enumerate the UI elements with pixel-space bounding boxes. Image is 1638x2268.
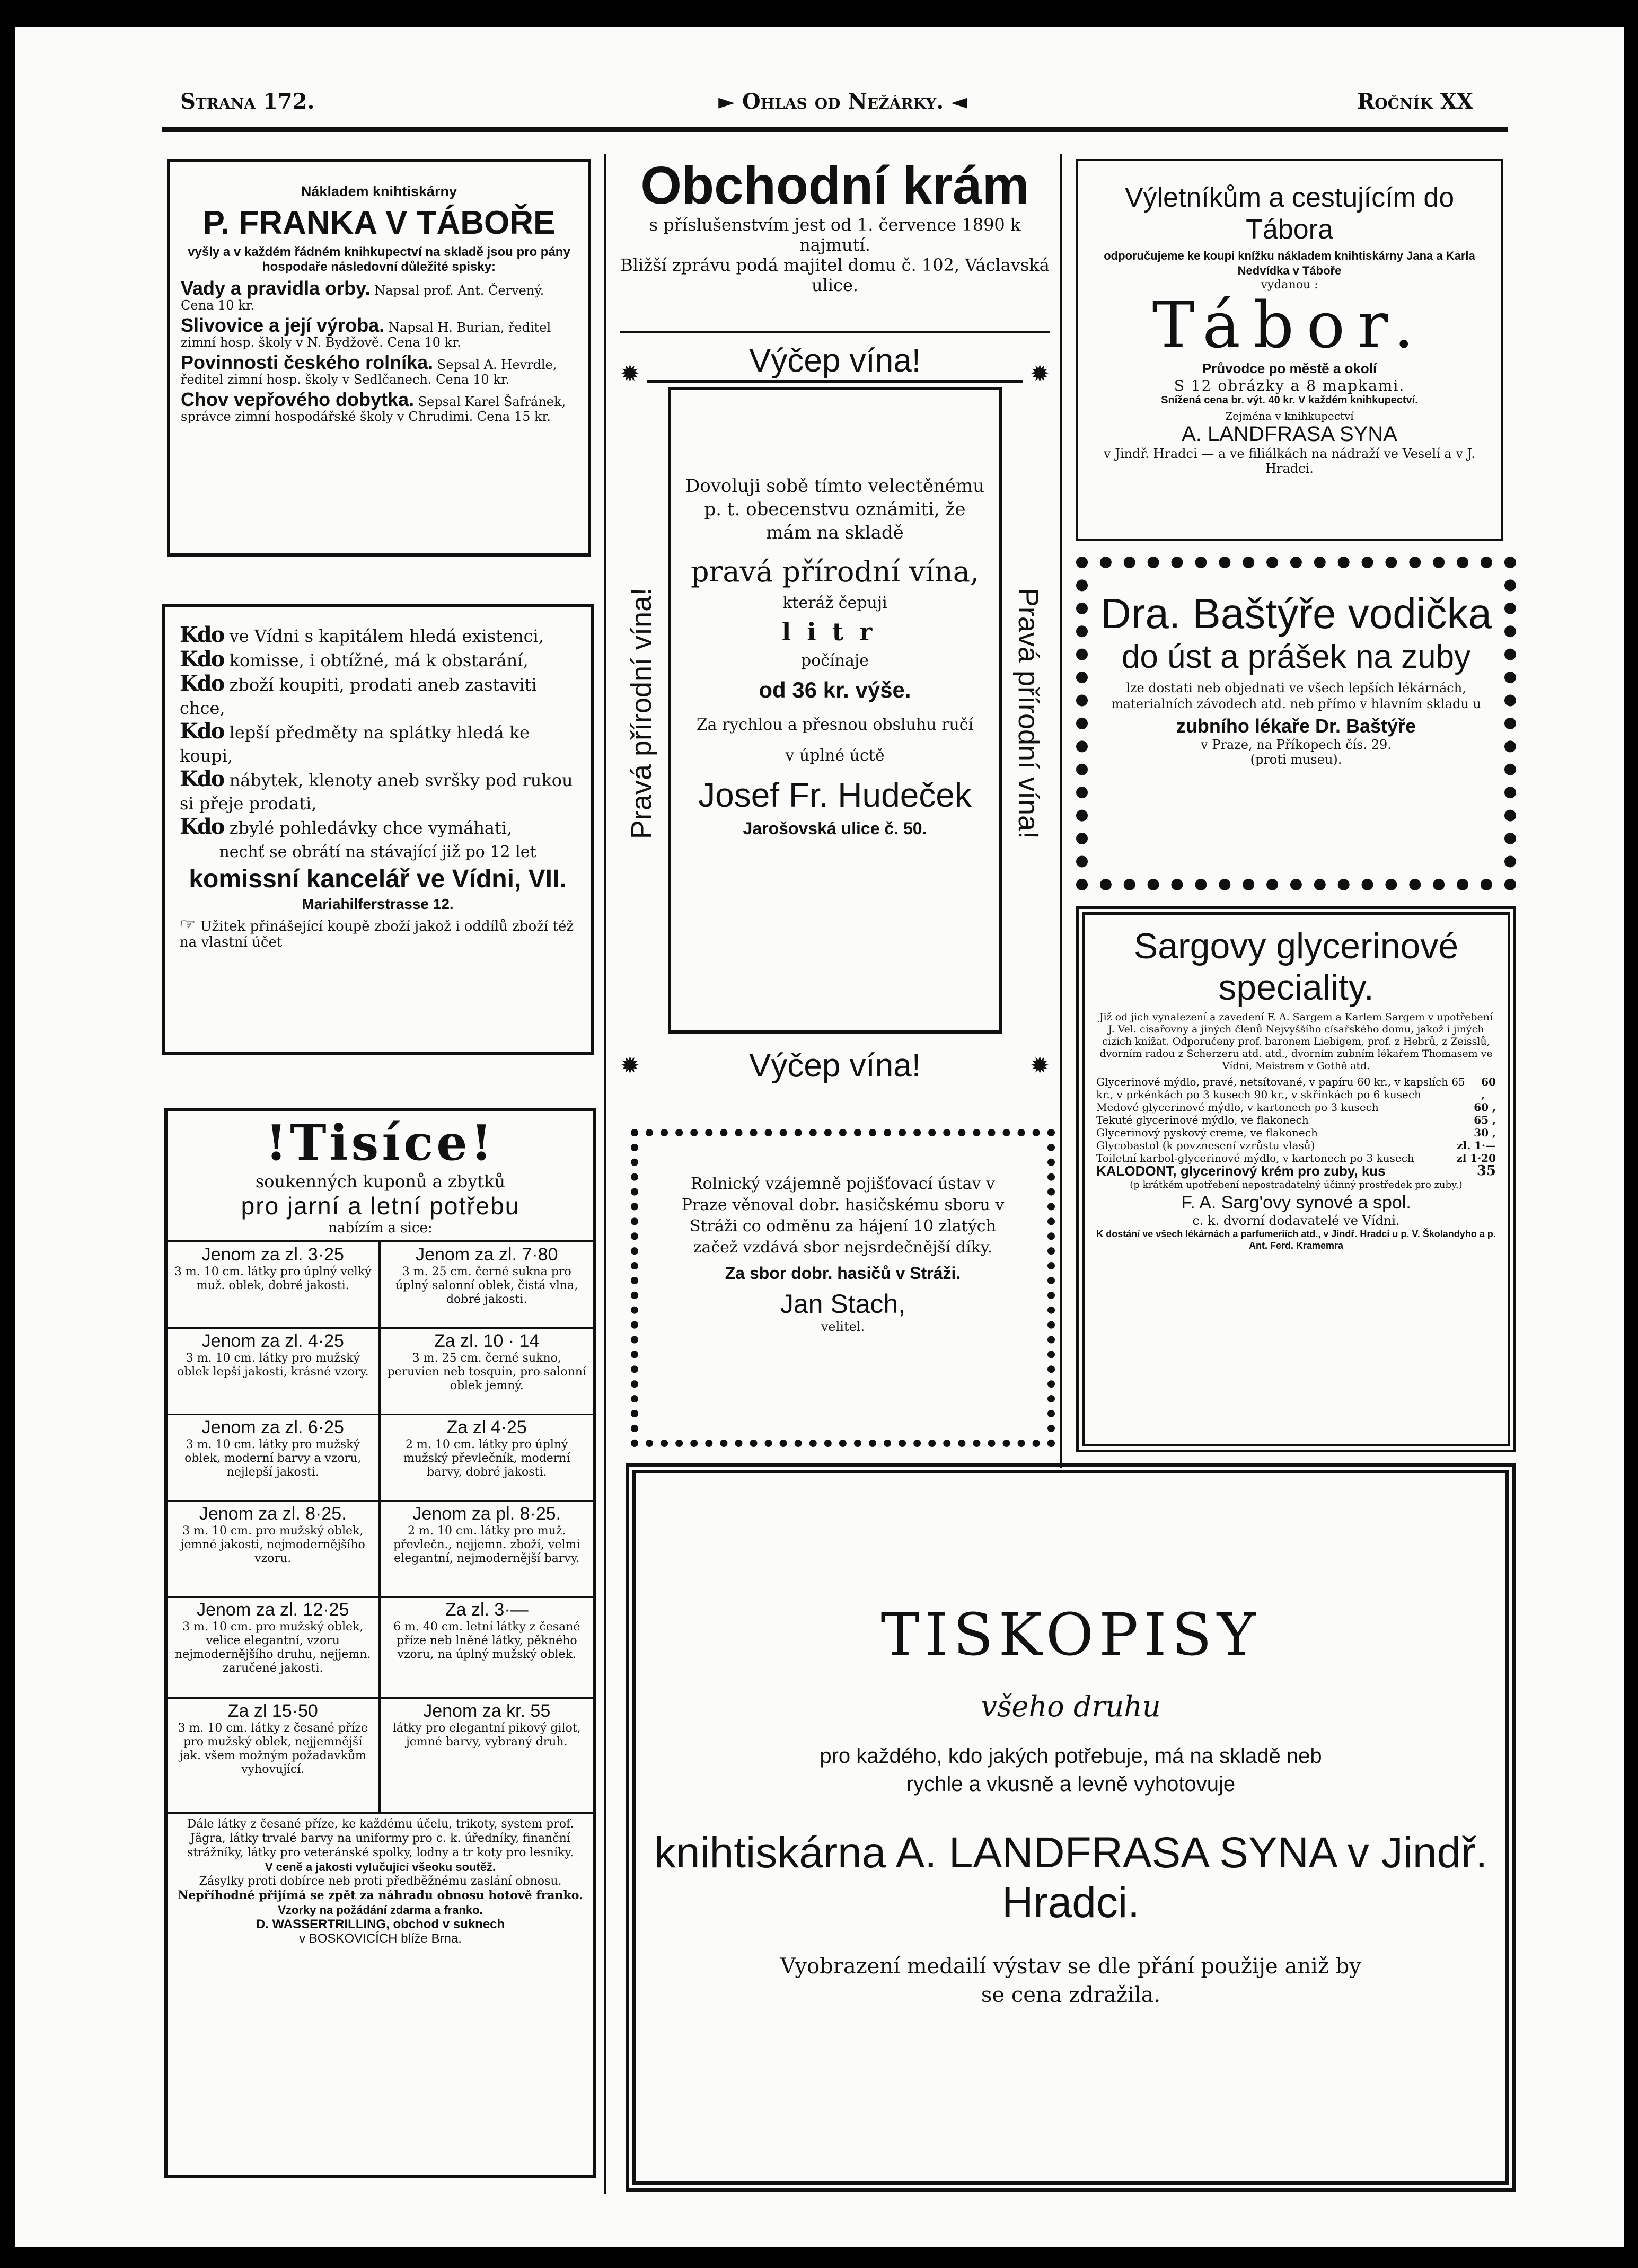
tisice-line1: soukenných kuponů a zbytků (255, 1171, 506, 1192)
offer-desc: 3 m. 10 cm. pro mužský oblek, velice elegantní, vzoru nejmodernějšího druhu, nejjemn. zaručené jakosti. (175, 1620, 371, 1675)
offer-price: Za zl 15·50 (227, 1701, 318, 1721)
tabor-sub4: Zejména v knihkupectví (1225, 410, 1354, 422)
offer-cell (168, 1242, 378, 1329)
sarg-item-price: 60 , (1481, 1075, 1496, 1101)
kdo-word: Kdo (180, 622, 224, 647)
offer-price: Za zl 4·25 (446, 1417, 527, 1437)
offer-cell (381, 1415, 594, 1502)
sarg-item (1096, 1114, 1496, 1126)
kdo-note: Užitek přinášející koupě zboží jakož i oddílů zboží též na vlastní účet (180, 919, 574, 950)
offer-desc: 6 m. 40 cm. letní látky z česané příze neb lněné látky, pěkného vzoru, na úplný mužský oblek. (393, 1620, 580, 1661)
kdo-line (180, 648, 576, 672)
offer-cell (381, 1502, 594, 1598)
column-rule (604, 154, 606, 2194)
tisice-footer-line: V ceně a jakosti vylučující všeoku soutěž. (265, 1860, 496, 1874)
kdo-text: komisse, i obtížné, má k obstarání, (229, 650, 529, 670)
sarg-item-text: Medové glycerinové mýdlo, v kartonech po 3 kusech (1096, 1101, 1379, 1114)
tisice-grid (168, 1240, 593, 1812)
kdo-line (180, 815, 576, 840)
tiskopisy-line1: pro každého, kdo jakých potřebuje, má na skladě neb (820, 1744, 1322, 1768)
sarg-note: (p krátkém upotřebení nepostradatelný účinný prostředek pro zuby.) (1130, 1179, 1463, 1190)
franek-book (181, 314, 577, 350)
sarg-item (1096, 1126, 1496, 1139)
franek-book (181, 351, 577, 387)
kdo-word: Kdo (180, 647, 224, 672)
sarg-items (1085, 1075, 1508, 1177)
kdo-line (180, 672, 576, 720)
sarg-item-text: Tekuté glycerinové mýdlo, ve flakonech (1096, 1114, 1309, 1126)
vycep-name: Josef Fr. Hudeček (698, 776, 972, 814)
tisice-footer (168, 1812, 593, 1949)
offer-cell (168, 1502, 378, 1598)
franek-intro: vyšly a v každém řádném knihkupectví na skladě jsou pro pány hospodaře následovní důležité spisky: (188, 245, 570, 274)
bastyr-note: (proti museu). (1250, 752, 1342, 767)
franek-book (181, 389, 577, 424)
offer-desc: 3 m. 10 cm. látky pro úplný velký muž. oblek, dobré jakosti. (174, 1265, 372, 1292)
sarg-item-text: Toiletní karbol-glycerinové mýdlo, v kartonech po 3 kusech (1096, 1152, 1414, 1164)
rolnicky-text: Rolnický vzájemně pojišťovací ústav v Praze věnoval dobr. hasičskému sboru v Stráži co odměnu za hájení 10 zlatých začež vzdává sbor nejsrdečnější díky. (681, 1175, 1005, 1257)
offer-desc: 2 m. 10 cm. látky pro muž. převlečn., nejjemn. zboží, velmi elegantní, nejmodernější barvy. (393, 1524, 580, 1565)
vycep-regards: v úplné úctě (785, 746, 885, 765)
offer-desc: 3 m. 10 cm. látky pro mužský oblek, moderní barvy a vzoru, nejlepší jakosti. (184, 1438, 362, 1479)
tisice-footer-line: Zásylky proti dobírce neb proti předběžnému zaslání obnosu. (199, 1875, 562, 1888)
tiskopisy-foot2: se cena zdražila. (981, 1983, 1161, 2007)
offer-cell (168, 1415, 378, 1502)
book-title: Povinnosti českého rolníka. (181, 351, 434, 373)
tabor-sub1: Průvodce po městě a okolí (1202, 360, 1377, 376)
kdo-line (180, 767, 576, 815)
bastyr-text: lze dostati neb objednati ve všech lepších lékárnách, materialních závodech atd. neb přímo v hlavním skladu u (1111, 681, 1481, 711)
rosette-icon: ✹ (620, 360, 640, 387)
rolnicky-name: Jan Stach, (780, 1289, 906, 1319)
tisice-title: !Tisíce! (265, 1114, 496, 1171)
vycep-big: pravá přírodní vína, (690, 555, 980, 588)
vycep-banner-bottom: Výčep vína! (749, 1047, 921, 1084)
offer-price: Jenom za pl. 8·25. (412, 1504, 561, 1524)
sarg-intro: Již od jich vynalezení a zavedení F. A. Sargem a Karlem Sargem v upotřebení J. Vel. císařovny a jiných členů Nejvyššího císařského domu, jakož i jiných cizích knížat. Odporučeny prof. baronem Liebigem, prof. z Hebrů, z Zeisslů, dvorním radou z Scherzeru atd. atd., dvorním zubním lékařem Thomasem ve Vídni, Meistrem v Gothě atd. (1099, 1011, 1493, 1072)
sarg-court: c. k. dvorní dodavatelé ve Vídni. (1192, 1213, 1400, 1228)
masthead-text: Ohlas od Nežárky. (742, 89, 944, 114)
sarg-item (1096, 1101, 1496, 1114)
kdo-tail: nechť se obrátí na stávající již po 12 let (219, 843, 536, 861)
sarg-item (1096, 1139, 1496, 1152)
tiskopisy-line2: rychle a vkusně a levně vyhotovuje (906, 1772, 1236, 1796)
ad-tiskopisy-box (626, 1463, 1516, 2192)
sarg-item-price: zl. 1·— (1457, 1139, 1496, 1152)
sarg-item-price: 60 , (1474, 1101, 1496, 1114)
ad-tabor-box (1076, 159, 1503, 541)
kdo-line (180, 623, 576, 648)
masthead-title: ► Ohlas od Nežárky. ◄ (718, 89, 967, 114)
offer-cell (168, 1329, 378, 1415)
sarg-item-text: KALODONT, glycerinový krém pro zuby, kus (1096, 1163, 1386, 1179)
obchod-line1: s příslušenstvím jest od 1. července 1890 k najmutí. (649, 215, 1021, 255)
franek-book (181, 277, 577, 313)
vycep-which: kteráž čepuji (782, 594, 887, 612)
sarg-item-price: zl 1·20 (1456, 1152, 1496, 1164)
tabor-sub3: Snížená cena br. výt. 40 kr. V každém knihkupectví. (1161, 394, 1418, 406)
tisice-footer-line: Dále látky z česané příze, ke každému účelu, trikoty, system prof. Jägra, látky trvalé barvy na uniformy pro c. k. úředníky, finanční strážníky, látky pro veteránské spolky, lodny a tr koty pro lesníky. (187, 1817, 574, 1859)
sarg-item-price: 35 (1476, 1163, 1496, 1179)
franek-name: P. FRANKA V TÁBOŘE (202, 205, 556, 241)
offer-cell (168, 1598, 378, 1699)
tiskopisy-title: TISKOPISY (880, 1601, 1261, 1669)
ad-tisice-box (164, 1108, 596, 2178)
kdo-line (180, 720, 576, 767)
tisice-line3: nabízím a sice: (328, 1220, 433, 1236)
tabor-firm: A. LANDFRASA SYNA (1182, 422, 1397, 446)
kdo-text: lepší předměty na splátky hledá ke koupi, (180, 722, 530, 766)
offer-desc: 2 m. 10 cm. látky pro úplný mužský převlečník, moderní barvy, dobré jakosti. (403, 1438, 570, 1479)
offer-price: Jenom za zl. 3·25 (201, 1245, 344, 1265)
bastyr-title2: do úst a prášek na zuby (1121, 639, 1471, 675)
kdo-word: Kdo (180, 766, 224, 791)
sarg-item-text: Glycerinové mýdlo, pravé, netsítované, v papíru 60 kr., v kapslích 65 kr., v prkénkách po 3 kusech 90 kr., v skřínkách po 6 kusech (1096, 1075, 1465, 1101)
offer-price: Jenom za zl. 4·25 (201, 1331, 344, 1351)
tabor-sub2: S 12 obrázky a 8 mapkami. (1174, 377, 1405, 394)
kdo-text: nábytek, klenoty aneb svršky pod rukou si přeje prodati, (180, 770, 573, 814)
rolnicky-role: velitel. (821, 1319, 865, 1334)
tisice-firm: D. WASSERTRILLING, obchod v suknech (256, 1917, 505, 1931)
tisice-col-left (168, 1242, 381, 1812)
offer-cell (381, 1242, 594, 1329)
offer-desc: 3 m. 10 cm. látky pro mužský oblek lepší jakosti, krásné vzory. (177, 1352, 369, 1379)
ad-sarg-box (1076, 906, 1516, 1452)
offer-desc: 3 m. 25 cm. černé sukno, peruvien neb tosquin, pro salonní oblek jemný. (387, 1352, 586, 1392)
rolnicky-sign: Za sbor dobr. hasičů v Stráži. (725, 1264, 961, 1283)
ad-kdo-box (162, 604, 594, 1055)
vycep-side-right: Pravá přírodní vína! (1012, 587, 1044, 840)
ad-vycep (615, 342, 1055, 1121)
kdo-text: zboží koupiti, prodati aneb zastaviti chce, (180, 675, 537, 718)
tabor-line2: vydanou : (1261, 278, 1318, 292)
kdo-word: Kdo (180, 814, 224, 839)
offer-price: Jenom za zl. 6·25 (201, 1417, 344, 1437)
kdo-street: Mariahilferstrasse 12. (302, 896, 454, 912)
bastyr-title1: Dra. Baštýře vodička (1100, 590, 1492, 637)
franek-publisher: Nákladem knihtiskárny (301, 183, 457, 199)
offer-price: Za zl. 3·— (445, 1600, 529, 1620)
tabor-place: v Jindř. Hradci — a ve filiálkách na nádraží ve Veselí a v J. Hradci. (1104, 446, 1475, 476)
kdo-word: Kdo (180, 719, 224, 744)
offer-price: Jenom za zl. 8·25. (199, 1504, 347, 1524)
obchod-line2: Bližší zprávu podá majitel domu č. 102, Václavská ulice. (620, 255, 1050, 295)
book-desc: Sepsal A. Hevrdle, ředitel zimní hosp. školy v Sedlčanech. Cena 10 kr. (181, 357, 557, 387)
sarg-item (1096, 1075, 1496, 1101)
tisice-col-right (381, 1242, 594, 1812)
tiskopisy-sub: všeho druhu (981, 1690, 1161, 1723)
vycep-intro: Dovoluji sobě tímto velectěnému p. t. obecenstvu oznámiti, že mám na skladě (685, 475, 985, 543)
vycep-service: Za rychlou a přesnou obsluhu ručí (696, 716, 974, 734)
offer-desc: 3 m. 25 cm. černé sukna pro úplný salonní oblek, čistá vlna, dobré jakosti. (395, 1265, 578, 1306)
obchod-title: Obchodní krám (640, 156, 1029, 215)
offer-price: Jenom za zl. 12·25 (197, 1600, 349, 1620)
pointing-hand-icon: ☞ (180, 914, 196, 936)
tabor-line1: odporučujeme ke koupi knížku nákladem knihtiskárny Jana a Karla Nedvídka v Táboře (1104, 249, 1475, 277)
offer-cell (381, 1329, 594, 1415)
tiskopisy-foot1: Vyobrazení medailí výstav se dle přání použije aniž by (780, 1954, 1361, 1979)
book-title: Slivovice a její výroba. (181, 314, 385, 336)
kdo-text: ve Vídni s kapitálem hledá existenci, (229, 626, 544, 646)
book-title: Vady a pravidla orby. (181, 277, 371, 299)
rosette-icon: ✹ (620, 1052, 640, 1079)
vycep-unit: litr (781, 617, 888, 646)
ad-obchod (615, 156, 1055, 295)
offer-desc: 3 m. 10 cm. látky z česané příze pro mužský oblek, nejjemnější jak. všem možným požadavkům vyhovující. (178, 1722, 368, 1776)
offer-price: Za zl. 10 · 14 (434, 1331, 540, 1351)
kdo-office: komissní kancelář ve Vídni, VII. (189, 865, 567, 893)
offer-price: Jenom za zl. 7·80 (416, 1245, 558, 1265)
vycep-from: počínaje (801, 651, 869, 670)
bastyr-addr: v Praze, na Příkopech čís. 29. (1201, 737, 1392, 752)
sarg-where: K dostání ve všech lékárnách a parfumeriích atd., v Jindř. Hradci u p. V. Školandyho a p. Ant. Ferd. Kramemra (1096, 1229, 1496, 1251)
sarg-item-text: Glycobastol (k povznesení vzrůstu vlasů) (1096, 1139, 1315, 1152)
vycep-addr: Jarošovská ulice č. 50. (743, 819, 927, 838)
ad-rolnicky-box (631, 1129, 1055, 1447)
ad-franek-box (167, 159, 591, 557)
offer-desc: 3 m. 10 cm. pro mužský oblek, jemné jakosti, nejmodernějšího vzoru. (180, 1524, 365, 1565)
sarg-item-price: 30 , (1474, 1126, 1496, 1139)
vycep-side-left: Pravá přírodní vína! (626, 587, 657, 840)
offer-price: Jenom za kr. 55 (423, 1701, 551, 1721)
book-desc: Sepsal Karel Šafránek, správce zimní hospodářské školy v Chrudimi. Cena 15 kr. (181, 394, 566, 424)
tisice-footer-line: Nepříhodné přijímá se zpět za náhradu obnosu hotově franko. (178, 1888, 583, 1902)
tisice-line2: pro jarní a letní potřebu (241, 1192, 520, 1220)
ad-bastyr-box (1076, 557, 1516, 890)
offer-desc: látky pro elegantní pikový gilot, jemné barvy, vybraný druh. (392, 1722, 581, 1749)
offer-cell (381, 1699, 594, 1812)
offer-cell (381, 1598, 594, 1699)
tabor-title: Výletníkům a cestujícím do Tábora (1124, 182, 1455, 245)
column-rule (1060, 154, 1062, 1468)
offer-cell (168, 1699, 378, 1812)
book-desc: Napsal prof. Ant. Červený. Cena 10 kr. (181, 283, 544, 313)
kdo-text: zbylé pohledávky chce vymáhati, (229, 818, 513, 838)
tiskopisy-firm: knihtiskárna A. LANDFRASA SYNA v Jindř. Hradci. (654, 1829, 1488, 1927)
volume-label: Ročník XX (1357, 89, 1473, 114)
book-title: Chov vepřového dobytka. (181, 389, 415, 410)
kdo-word: Kdo (180, 671, 224, 696)
book-desc: Napsal H. Burian, ředitel zimní hosp. školy v N. Bydžově. Cena 10 kr. (181, 320, 551, 350)
page-number: Strana 172. (180, 89, 315, 114)
sarg-item-price: 65 , (1474, 1114, 1496, 1126)
header-rule (162, 127, 1508, 132)
rule (620, 331, 1050, 333)
rosette-icon: ✹ (1030, 360, 1050, 387)
tisice-footer-line: Vzorky na požádání zdarma a franko. (278, 1903, 483, 1917)
sarg-item (1096, 1164, 1496, 1177)
kdo-note-row (180, 914, 576, 950)
vycep-price: od 36 kr. výše. (759, 677, 911, 702)
bastyr-who: zubního lékaře Dr. Baštýře (1176, 715, 1416, 737)
tisice-place: v BOSKOVICÍCH blíže Brna. (299, 1931, 462, 1946)
vycep-banner: Výčep vína! (647, 342, 1023, 383)
tabor-big: Tábor. (1152, 289, 1427, 363)
sarg-title: Sargovy glycerinové speciality. (1133, 926, 1459, 1008)
rosette-icon: ✹ (1030, 1052, 1050, 1079)
sarg-firm: F. A. Sarg'ovy synové a spol. (1181, 1193, 1411, 1213)
sarg-item-text: Glycerinový pyskový creme, ve flakonech (1096, 1126, 1318, 1139)
